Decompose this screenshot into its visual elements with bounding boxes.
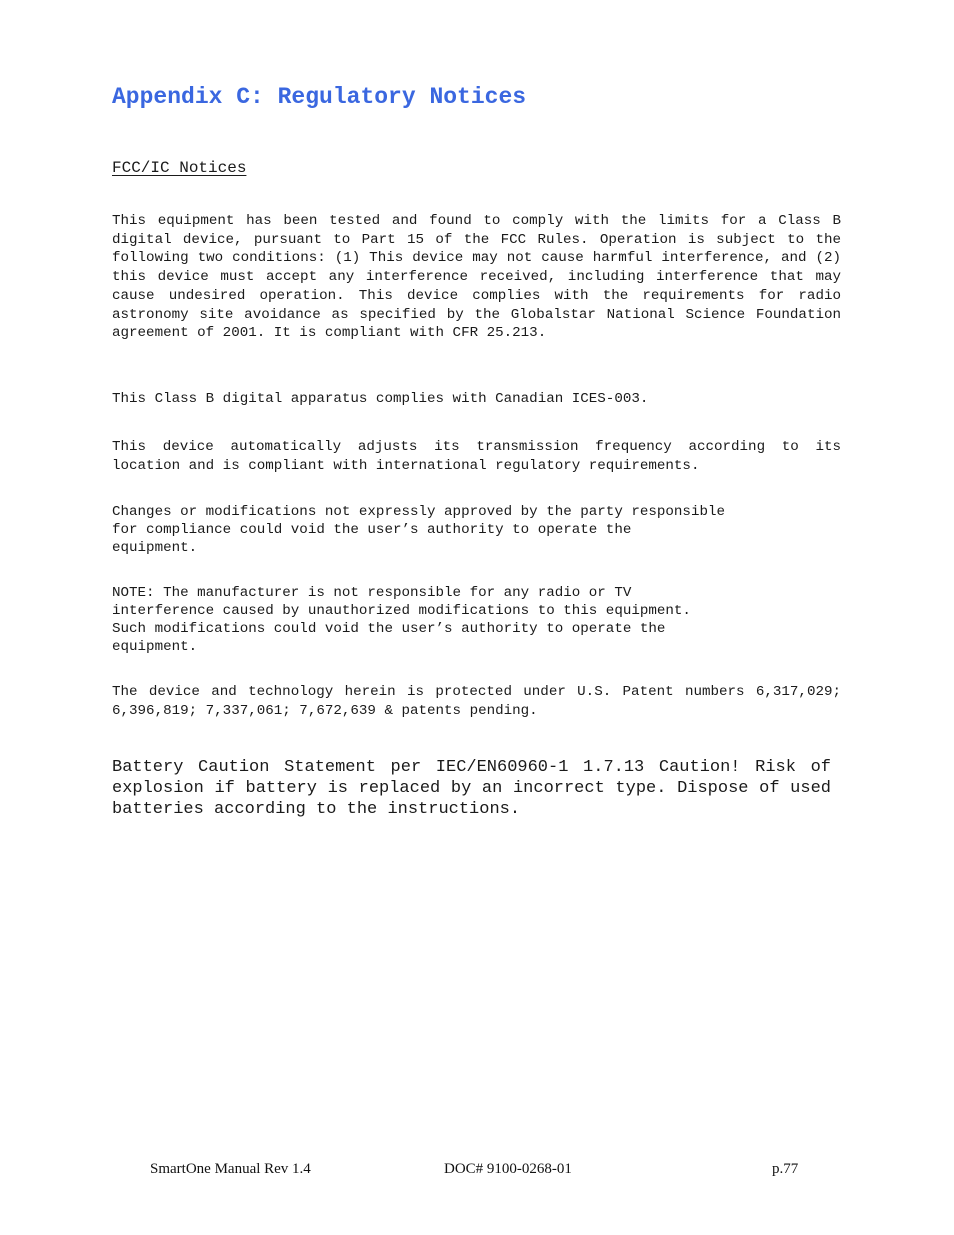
paragraph-canadian-ices: This Class B digital apparatus complies with Canadian ICES-003. [112,391,649,407]
footer-page-number: p.77 [772,1161,799,1177]
paragraph-patents: The device and technology herein is protected under U.S. Patent numbers 6,317,029; 6,396,819; 7,337,061; 7,672,639 & patents pending. [112,684,841,719]
footer-doc-number: DOC# 9100-0268-01 [444,1161,572,1177]
paragraph-modifications: Changes or modifications not expressly approved by the party responsible for compliance could void the user’s authority to operate the equipment. [112,504,725,556]
page-title: Appendix C: Regulatory Notices [112,84,527,110]
paragraph-frequency-adjustment: This device automatically adjusts its transmission frequency according to its location and is compliant with international regulatory requirements. [112,439,841,474]
footer-manual-revision: SmartOne Manual Rev 1.4 [150,1161,311,1177]
paragraph-fcc-compliance: This equipment has been tested and found to comply with the limits for a Class B digital device, pursuant to Part 15 of the FCC Rules. Operation is subject to the following two conditions: (1) This device may not cause harmful interference, and (2) this device must accept any interference received, including interference that may cause undesired operation. This device complies with the requirements for radio astronomy site avoidance as specified by the Globalstar National Science Foundation agreement of 2001. It is compliant with CFR 25.213. [112,213,841,342]
page-footer [0,1159,954,1179]
section-heading-fcc-ic: FCC/IC Notices [112,159,247,177]
paragraph-note: NOTE: The manufacturer is not responsible for any radio or TV interference caused by unauthorized modifications to this equipment. Such modifications could void the user’s authority to operate the equipment. [112,585,691,655]
paragraph-battery-caution: Battery Caution Statement per IEC/EN60960-1 1.7.13 Caution! Risk of explosion if battery is replaced by an incorrect type. Dispose of used batteries according to the instructions. [112,758,831,819]
